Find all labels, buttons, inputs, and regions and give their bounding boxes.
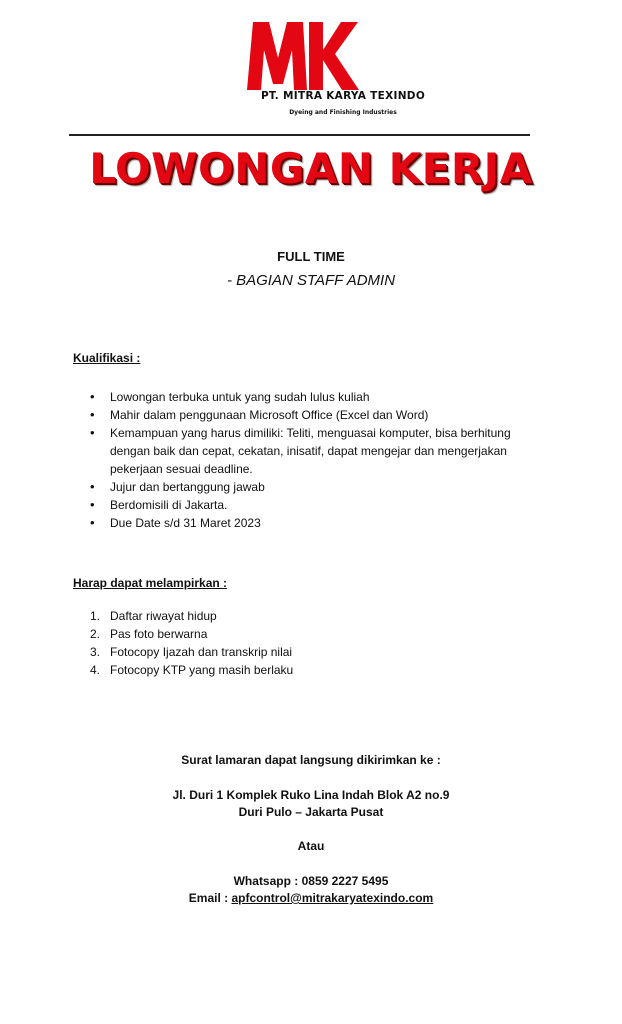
address-line-1: Jl. Duri 1 Komplek Ruko Lina Indah Blok A2 no.9 xyxy=(172,788,450,802)
email-label: Email : xyxy=(188,891,232,905)
list-item: • Kemampuan yang harus dimiliki: Teliti, menguasai komputer, bisa berhitung dengan baik dan cepat, cekatan, inisatif, dapat mengejar dan mengerjakan pekerjaan sesuai deadline. xyxy=(73,424,533,478)
contact-intro: Surat lamaran dapat langsung dikirimkan ke : xyxy=(181,753,441,767)
list-text: Fotocopy Ijazah dan transkrip nilai xyxy=(110,645,293,659)
whatsapp-number: Whatsapp : 0859 2227 5495 xyxy=(233,874,389,888)
list-number: 2. xyxy=(90,627,101,641)
company-logo xyxy=(0,0,622,130)
page-title: LOWONGAN KERJA xyxy=(89,144,533,193)
job-type: FULL TIME xyxy=(277,249,345,264)
company-name: PT. MITRA KARYA TEXINDO xyxy=(260,90,426,102)
list-item: • Due Date s/d 31 Maret 2023 xyxy=(73,514,533,532)
attachments-list xyxy=(73,607,533,679)
qualifications-list xyxy=(73,388,533,532)
list-item: • Berdomisili di Jakarta. xyxy=(73,496,533,514)
list-text: Fotocopy KTP yang masih berlaku xyxy=(110,663,294,677)
list-item: • Mahir dalam penggunaan Microsoft Office (Excel dan Word) xyxy=(73,406,533,424)
list-text: Pas foto berwarna xyxy=(110,627,208,641)
header-divider xyxy=(69,134,530,136)
email-line xyxy=(0,891,622,905)
email-link[interactable]: apfcontrol@mitrakaryatexindo.com xyxy=(231,891,434,905)
list-item: • Jujur dan bertanggung jawab xyxy=(73,478,533,496)
list-item xyxy=(73,643,533,661)
list-number: 4. xyxy=(90,663,101,677)
list-item xyxy=(73,661,533,679)
list-item xyxy=(73,625,533,643)
address-line-2: Duri Pulo – Jakarta Pusat xyxy=(238,805,384,819)
list-number: 3. xyxy=(90,645,101,659)
list-item xyxy=(73,607,533,625)
job-position: - BAGIAN STAFF ADMIN xyxy=(226,272,396,289)
list-number: 1. xyxy=(90,609,101,623)
qualifications-title: Kualifikasi : xyxy=(73,351,141,365)
list-item: • Lowongan terbuka untuk yang sudah lulus kuliah xyxy=(73,388,533,406)
attachments-title: Harap dapat melampirkan : xyxy=(73,576,228,590)
list-text: Daftar riwayat hidup xyxy=(110,609,217,623)
mk-logo-mark xyxy=(245,18,361,92)
company-tagline: Dyeing and Finishing Industries xyxy=(289,109,397,116)
or-separator: Atau xyxy=(297,839,325,853)
